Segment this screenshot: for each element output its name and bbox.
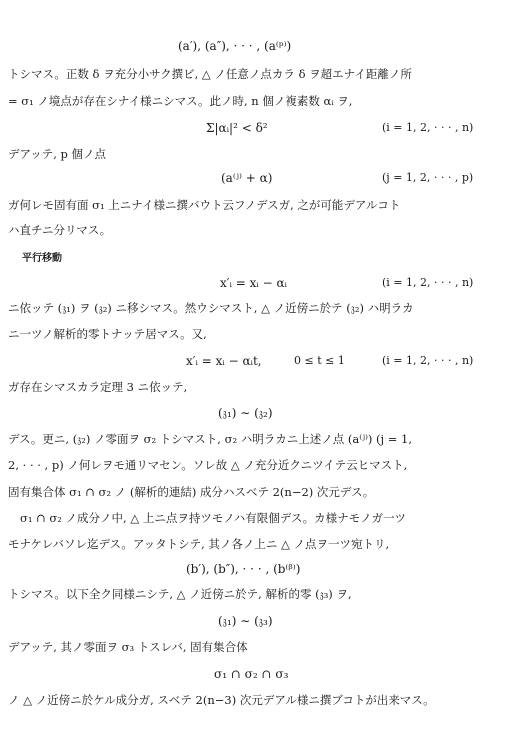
- index-range: (i = 1, 2, · · · , n): [382, 354, 474, 367]
- text-line: デス。更ニ, (𝔷₂) ノ零面ヲ σ₂ トシマスト, σ₂ ハ明ラカニ上述ノ点 (a⁽ʲ⁾) (j = 1,: [8, 432, 413, 446]
- shifted-point-formula: (a⁽ʲ⁾ + α): [221, 171, 273, 185]
- intersection-formula: σ₁ ∩ σ₂ ∩ σ₃: [214, 667, 289, 681]
- index-range: (i = 1, 2, · · · , n): [382, 276, 474, 289]
- text-line: トシマス。以下全ク同様ニシテ, △ ノ近傍ニ於テ, 解析的零 (𝔷₃) ヲ,: [8, 587, 352, 601]
- translation-formula: x′ᵢ = xᵢ − αᵢ: [220, 276, 287, 290]
- text-line: = σ₁ ノ境点が存在シナイ様ニシマス。此ノ時, n 個ノ複素数 αᵢ ヲ,: [8, 94, 353, 108]
- equivalence-formula: (𝔷₁) ∼ (𝔷₃): [218, 614, 273, 628]
- text-line: 固有集合体 σ₁ ∩ σ₂ ノ (解析的連結) 成分ハスベテ 2(n−2) 次元デス。: [8, 485, 375, 499]
- text-line: デアッテ, 其ノ零面ヲ σ₃ トスレバ, 固有集合体: [8, 640, 248, 654]
- text-line: ノ △ ノ近傍ニ於ケル成分ガ, スベテ 2(n−3) 次元デアル様ニ撰ブコトが出来マス。: [8, 693, 435, 707]
- inequality-formula: Σ|αᵢ|² < δ²: [206, 121, 268, 135]
- text-line: モナケレバソレ迄デス。アッタトシテ, 其ノ各ノ上ニ △ ノ点ヲ一ツ宛トリ,: [8, 537, 390, 551]
- text-line: ニ一ツノ解析的零トナッテ居マス。又,: [8, 327, 207, 341]
- text-line: ハ直チニ分リマス。: [8, 223, 112, 237]
- section-heading: 平行移動: [22, 253, 62, 264]
- text-line: トシマス。正数 δ ヲ充分小サク撰ビ, △ ノ任意ノ点カラ δ ヲ超エナイ距離ノ所: [8, 67, 412, 81]
- homotopy-formula: x′ᵢ = xᵢ − αᵢt,: [186, 354, 262, 368]
- index-range: (j = 1, 2, · · · , p): [382, 171, 474, 184]
- text-line: ガ存在シマスカラ定理 3 ニ依ッテ,: [8, 380, 188, 394]
- text-line: デアッテ, p 個ノ点: [8, 147, 107, 161]
- paragraph-start: σ₁ ∩ σ₂ ノ成分ノ中, △ 上ニ点ヲ持ツモノハ有限個デス。カ様ナモノガ一ツ: [20, 511, 406, 525]
- equivalence-formula: (𝔷₁) ∼ (𝔷₂): [218, 406, 273, 420]
- parameter-range: 0 ≤ t ≤ 1: [294, 354, 345, 367]
- points-a-list: (a′), (a″), · · · , (a⁽ᵖ⁾): [178, 39, 292, 53]
- text-line: 2, · · · , p) ノ何レヲモ通リマセン。ソレ故 △ ノ充分近クニツイテ云ヒマスト,: [8, 458, 408, 472]
- points-b-list: (b′), (b″), · · · , (b⁽ᵝ⁾): [186, 562, 301, 576]
- text-line: ニ依ッテ (𝔷₁) ヲ (𝔷₂) ニ移シマス。然ウシマスト, △ ノ近傍ニ於テ (𝔷₂) ハ明ラカ: [8, 301, 414, 315]
- text-line: ガ何レモ固有面 σ₁ 上ニナイ様ニ撰バウト云フノデスガ, 之が可能デアルコト: [8, 198, 401, 212]
- index-range: (i = 1, 2, · · · , n): [382, 121, 474, 134]
